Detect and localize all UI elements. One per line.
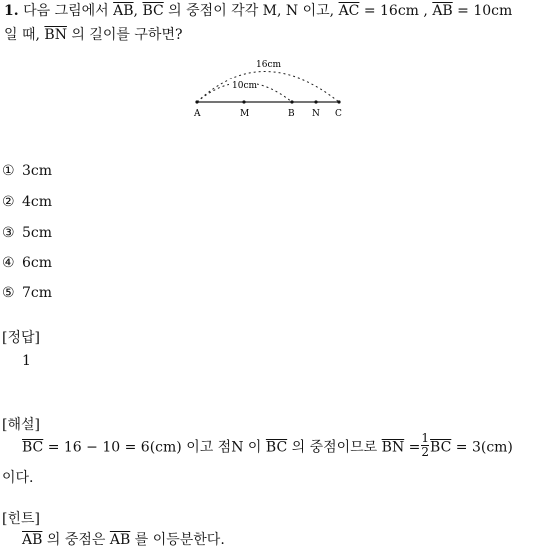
line-segment-figure [185, 55, 355, 120]
choice-1[interactable] [2, 163, 52, 179]
label-c: C [335, 109, 342, 119]
question-number: 1. [4, 3, 19, 19]
choice-4[interactable] [2, 255, 52, 271]
point-n [314, 100, 317, 103]
choice-2[interactable] [2, 194, 52, 210]
explanation-text: = [408, 439, 421, 456]
hint-text: 의 중점은 [46, 532, 106, 548]
explanation-heading: [해설] [2, 417, 40, 433]
segment-bn: $\overline{BN}$ [381, 439, 405, 456]
label-m: M [240, 109, 250, 119]
segment-ab: $\overline{AB}$ [109, 532, 131, 548]
fraction-numerator: 1 [421, 431, 430, 445]
fraction-denominator: 2 [421, 445, 430, 459]
equation: = 16cm , [363, 3, 428, 19]
question-text: 다음 그림에서 [23, 3, 109, 19]
segment-ac: $\overline{AC}$ [338, 3, 360, 19]
arc-ac [197, 72, 339, 103]
comma: , [133, 3, 138, 19]
label-a: A [194, 109, 201, 119]
hint-heading: [힌트] [2, 511, 40, 527]
fraction-half [421, 432, 429, 459]
choice-marker: ④ [2, 255, 15, 271]
point-a [195, 100, 198, 103]
question-text: 일 때, [4, 27, 40, 43]
choice-marker: ⑤ [2, 285, 15, 301]
answer-heading: [정답] [2, 330, 40, 346]
hint-line [22, 529, 225, 549]
segment-ab: $\overline{AB}$ [432, 3, 453, 19]
segment-bn: $\overline{BN}$ [44, 27, 67, 43]
hint-text: 를 이등분한다. [134, 532, 225, 548]
point-m [242, 100, 245, 103]
choice-text: 4cm [22, 194, 53, 210]
arc-label-16: 16cm [256, 60, 282, 70]
label-n: N [312, 109, 320, 119]
choice-text: 6cm [22, 255, 53, 271]
question-line-2 [4, 24, 182, 44]
choice-marker: ③ [2, 225, 15, 241]
segment-ab: $\overline{AB}$ [113, 3, 134, 19]
segment-bc: $\overline{BC}$ [265, 439, 288, 456]
question-line-1 [4, 0, 512, 20]
point-c [337, 100, 340, 103]
explanation-line-2: 이다. [2, 470, 34, 486]
choice-marker: ① [2, 163, 15, 179]
segment-bc: $\overline{BC}$ [430, 439, 452, 456]
explanation-text: 의 중점이므로 [291, 439, 378, 456]
explanation-text: = 16 − 10 = 6(cm) 이고 점N 이 [47, 439, 262, 456]
label-b: B [288, 109, 295, 119]
choice-marker: ② [2, 194, 15, 210]
point-b [290, 100, 293, 103]
segment-bc: $\overline{BC}$ [22, 439, 44, 456]
explanation-line-1 [22, 431, 513, 461]
arc-label-10: 10cm [232, 81, 258, 91]
segment-ab: $\overline{AB}$ [22, 532, 43, 548]
choice-text: 3cm [22, 163, 53, 179]
segment-bc: $\overline{BC}$ [142, 3, 164, 19]
question-text: 의 길이를 구하면? [71, 27, 183, 43]
explanation-text: = 3(cm) [455, 439, 513, 456]
choice-5[interactable] [2, 285, 52, 301]
choice-text: 5cm [22, 225, 53, 241]
question-text: 의 중점이 각각 M, N 이고, [168, 3, 335, 19]
equation: = 10cm [457, 3, 513, 19]
choice-text: 7cm [22, 285, 53, 301]
answer-value: 1 [22, 353, 31, 369]
choice-3[interactable] [2, 225, 52, 241]
